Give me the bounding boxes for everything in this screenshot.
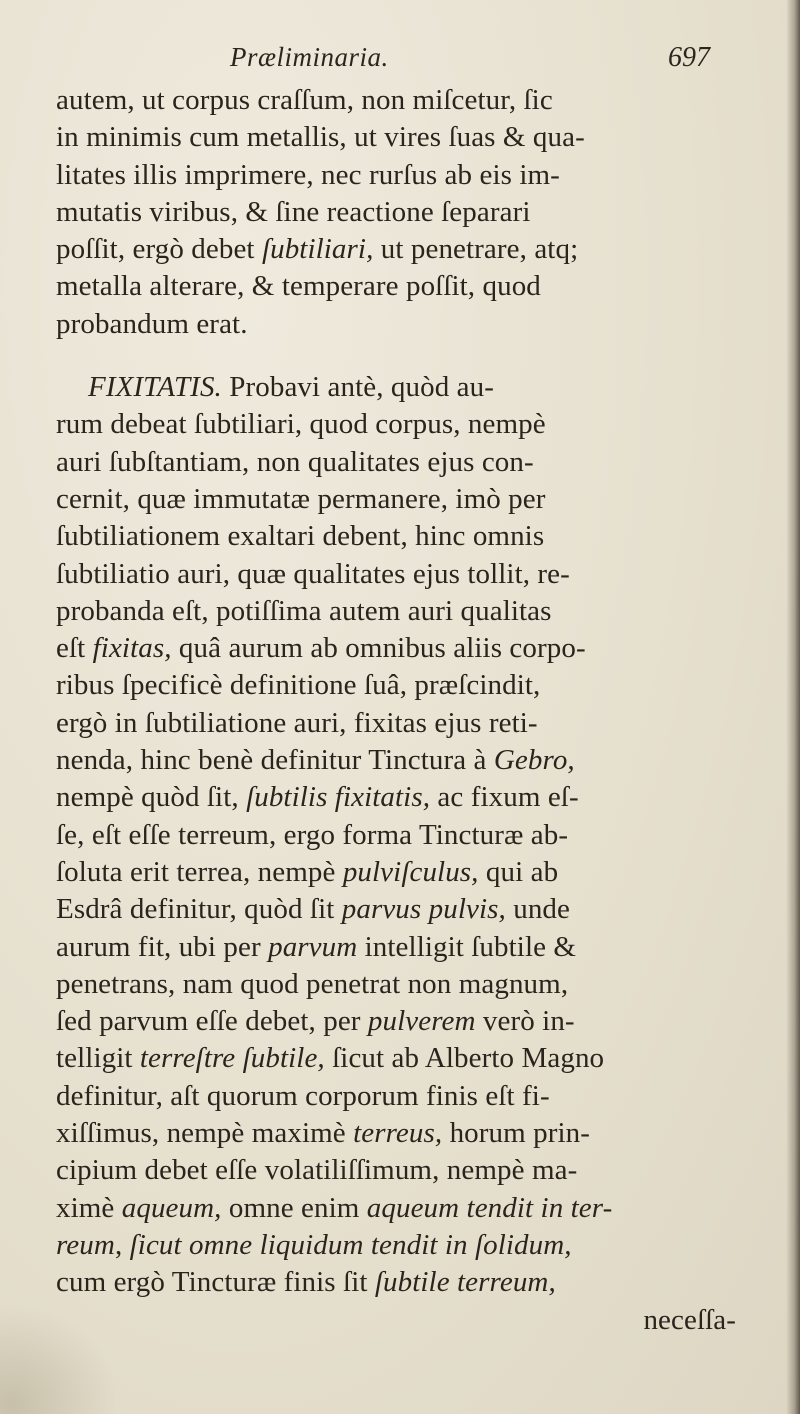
text-line: cipium debet eſſe volatiliſſimum, nempè ma- bbox=[56, 1154, 578, 1187]
text-line: aurum fit, ubi per parvum intelligit ſubtile & bbox=[56, 930, 577, 963]
text-line: autem, ut corpus craſſum, non miſcetur, ſic bbox=[56, 84, 553, 116]
text-line: cernit, quæ immutatæ permanere, imò per bbox=[56, 482, 546, 515]
text-line: xiſſimus, nempè maximè terreus, horum prin- bbox=[56, 1117, 591, 1150]
page-header bbox=[150, 42, 710, 82]
body-text bbox=[56, 82, 746, 1339]
text-line: probanda eſt, potiſſima autem auri qualitas bbox=[56, 594, 552, 627]
paper-stain bbox=[0, 1304, 120, 1414]
text-line: ſubtiliatio auri, quæ qualitates ejus tollit, re- bbox=[56, 557, 570, 590]
text-line: ergò in ſubtiliatione auri, fixitas ejus reti- bbox=[56, 706, 538, 739]
text-line: FIXITATIS. Probavi antè, quòd au- bbox=[88, 371, 494, 404]
section-heading: FIXITATIS. bbox=[88, 371, 222, 404]
text-line: metalla alterare, & temperare poſſit, quod bbox=[56, 270, 541, 303]
page-edge-shadow bbox=[786, 0, 800, 1414]
running-head: Præliminaria. bbox=[230, 42, 389, 72]
catchword: neceſſa- bbox=[643, 1303, 736, 1336]
text-line: ribus ſpecificè definitione ſuâ, præſcindit, bbox=[56, 669, 541, 702]
text-line: in minimis cum metallis, ut vires ſuas & qua- bbox=[56, 121, 585, 154]
text-line: reum, ſicut omne liquidum tendit in ſolidum, bbox=[56, 1228, 572, 1261]
text-line: cum ergò Tincturæ finis ſit ſubtile terreum, bbox=[56, 1266, 556, 1299]
text-line: ximè aqueum, omne enim aqueum tendit in ter- bbox=[56, 1191, 613, 1224]
text-line: definitur, aſt quorum corporum finis eſt fi- bbox=[56, 1079, 550, 1112]
text-line: Esdrâ definitur, quòd ſit parvus pulvis, unde bbox=[56, 893, 570, 926]
text-line: eſt fixitas, quâ aurum ab omnibus aliis corpo- bbox=[56, 632, 586, 665]
text-line: nempè quòd ſit, ſubtilis fixitatis, ac fixum eſ- bbox=[56, 781, 579, 814]
text-line: ſe, eſt eſſe terreum, ergo forma Tincturæ ab- bbox=[56, 818, 569, 851]
text-line: rum debeat ſubtiliari, quod corpus, nempè bbox=[56, 408, 546, 441]
text-line: ſed parvum eſſe debet, per pulverem verò in- bbox=[56, 1005, 575, 1038]
text-line: penetrans, nam quod penetrat non magnum, bbox=[56, 967, 569, 1000]
page-number: 697 bbox=[668, 42, 710, 73]
text-line: mutatis viribus, & ſine reactione ſeparari bbox=[56, 195, 531, 228]
text-line: litates illis imprimere, nec rurſus ab eis im- bbox=[56, 158, 560, 191]
text-line: poſſit, ergò debet ſubtiliari, ut penetrare, atq; bbox=[56, 233, 579, 266]
text-line: ſoluta erit terrea, nempè pulviſculus, qui ab bbox=[56, 855, 559, 888]
text-line: probandum erat. bbox=[56, 307, 248, 340]
text-line: auri ſubſtantiam, non qualitates ejus con- bbox=[56, 445, 534, 478]
text-line: telligit terreſtre ſubtile, ſicut ab Alberto Magno bbox=[56, 1042, 605, 1075]
paragraph-gap bbox=[56, 343, 746, 369]
text-line: nenda, hinc benè definitur Tinctura à Gebro, bbox=[56, 744, 575, 777]
text-line: ſubtiliationem exaltari debent, hinc omnis bbox=[56, 520, 545, 553]
